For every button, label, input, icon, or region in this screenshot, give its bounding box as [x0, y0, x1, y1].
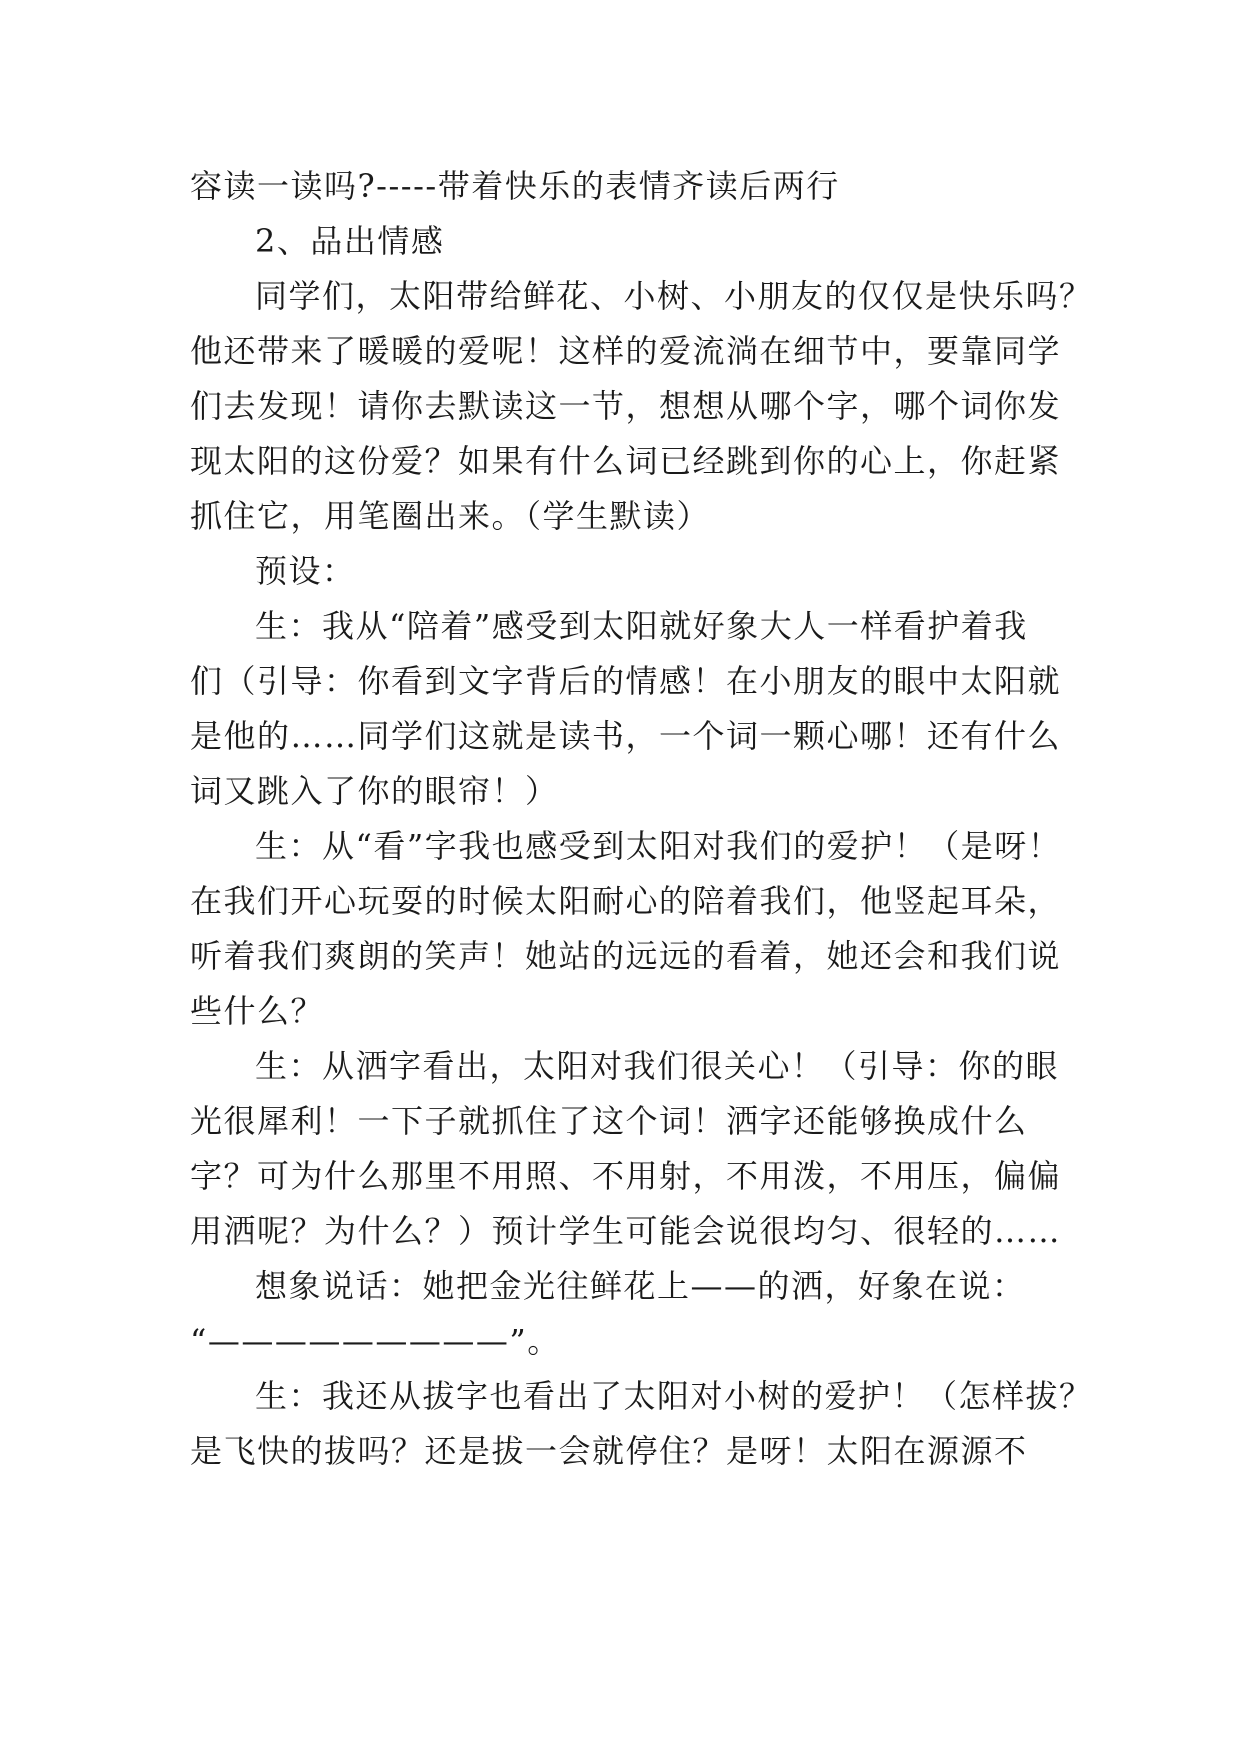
- text-line: 生：从“看”字我也感受到太阳对我们的爱护！（是呀！: [255, 827, 1062, 865]
- text-line: 听着我们爽朗的笑声！她站的远远的看着，她还会和我们说: [190, 937, 1062, 975]
- text-line: 想象说话：她把金光往鲜花上——的洒，好象在说：: [255, 1267, 1026, 1305]
- text-line: 容读一读吗?-----带着快乐的表情齐读后两行: [190, 167, 840, 205]
- section-heading: 2、品出情感: [255, 222, 445, 260]
- text-line: 光很犀利！一下子就抓住了这个词！洒字还能够换成什么: [190, 1102, 1028, 1140]
- text-line: 在我们开心玩耍的时候太阳耐心的陪着我们，他竖起耳朵，: [190, 882, 1062, 920]
- text-line: 预设：: [255, 552, 356, 590]
- text-line: 们去发现！请你去默读这一节，想想从哪个字，哪个词你发: [190, 387, 1062, 425]
- text-line: 同学们，太阳带给鲜花、小树、小朋友的仅仅是快乐吗？: [255, 277, 1093, 315]
- text-line: 用洒呢？为什么？）预计学生可能会说很均匀、很轻的……: [190, 1212, 1062, 1250]
- text-line: 生：从洒字看出，太阳对我们很关心！（引导：你的眼: [255, 1047, 1060, 1085]
- text-line: 抓住它，用笔圈出来。（学生默读）: [190, 497, 711, 535]
- text-line: 生：我从“陪着”感受到太阳就好象大人一样看护着我: [255, 607, 1028, 645]
- text-line: 是他的……同学们这就是读书，一个词一颗心哪！还有什么: [190, 717, 1062, 755]
- text-line: 生：我还从拔字也看出了太阳对小树的爱护！（怎样拔？: [255, 1377, 1093, 1415]
- text-line: 现太阳的这份爱？如果有什么词已经跳到你的心上，你赶紧: [190, 442, 1062, 480]
- text-line: 他还带来了暖暖的爱呢！这样的爱流淌在细节中，要靠同学: [190, 332, 1062, 370]
- text-line: 词又跳入了你的眼帘！）: [190, 772, 559, 810]
- text-line: 些什么？: [190, 992, 325, 1030]
- text-line: 是飞快的拔吗？还是拔一会就停住？是呀！太阳在源源不: [190, 1432, 1028, 1470]
- text-line: 字？可为什么那里不用照、不用射，不用泼，不用压，偏偏: [190, 1157, 1062, 1195]
- text-line: “—————————”。: [190, 1322, 561, 1360]
- text-line: 们（引导：你看到文字背后的情感！在小朋友的眼中太阳就: [190, 662, 1062, 700]
